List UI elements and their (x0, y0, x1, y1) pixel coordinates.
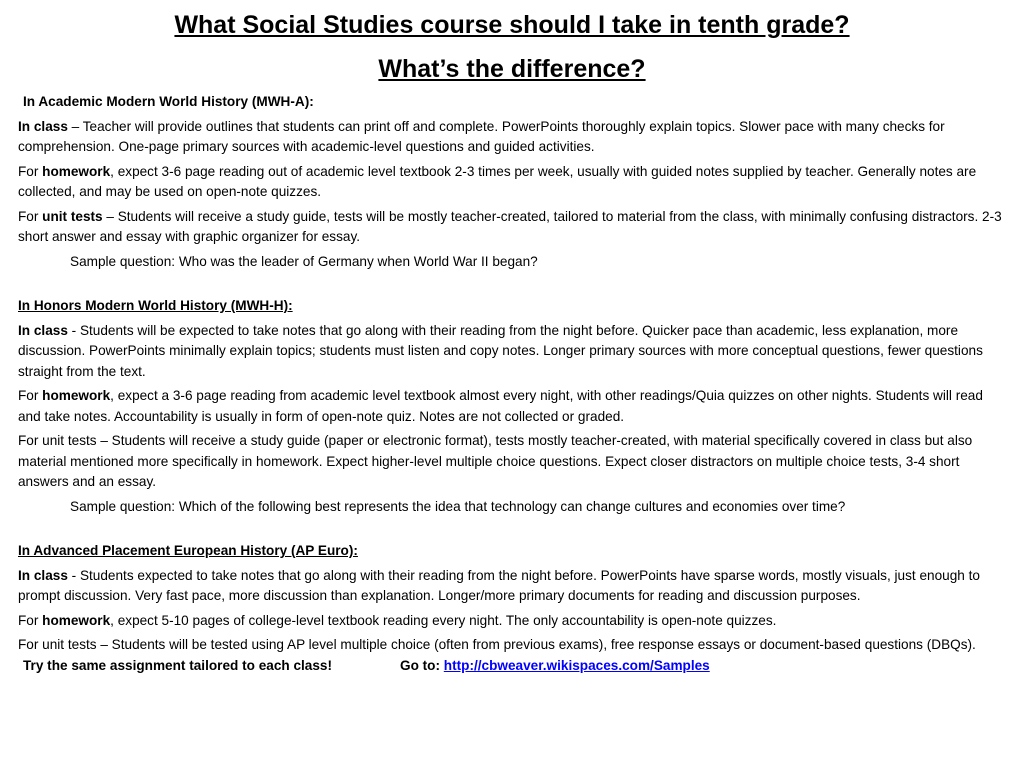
academic-tests-label: unit tests (42, 208, 103, 224)
section-spacer (18, 272, 1008, 292)
honors-sample-question: Sample question: Which of the following best represents the idea that technology can change cultures and economies over time? (70, 498, 846, 514)
ap-tests-paragraph: For unit tests – Students will be tested using AP level multiple choice (often from previous exams), free response essays or document-based questions (DBQs). (18, 637, 976, 652)
academic-tests-paragraph (18, 207, 1008, 248)
honors-class-label: In class (18, 322, 68, 338)
ap-class-label: In class (18, 567, 68, 583)
ap-homework-paragraph (18, 611, 1008, 632)
ap-homework-label: homework (42, 612, 111, 628)
ap-homework-text: , expect 5-10 pages of college-level textbook reading every night. The only accountability is open-note quizzes. (110, 612, 777, 628)
ap-class-paragraph (18, 566, 1008, 607)
honors-heading: In Honors Modern World History (MWH-H): (18, 298, 293, 313)
ap-homework-prefix: For (18, 612, 43, 628)
honors-tests-paragraph: For unit tests – Students will receive a study guide (paper or electronic format), tests mostly teacher-created, with material specifically covered in class but also material mentioned more specifically in homework. Expect higher-level multiple choice questions. Expect closer distractors on multiple choice tests, 3-4 short answers and an essay. (18, 433, 973, 489)
section-spacer (18, 517, 1008, 537)
honors-homework-label: homework (42, 388, 111, 403)
page-subtitle: What’s the difference? (378, 55, 646, 83)
honors-homework-text: , expect a 3-6 page reading from academic level textbook almost every night, with other readings/Quia quizzes on other nights. Students will read and take notes. Accountability is usually in form of open-note quiz. Notes are not collected or graded. (18, 388, 983, 424)
academic-class-paragraph (18, 117, 1008, 158)
goto-label: Go to: (400, 657, 444, 673)
slide-content (18, 92, 1008, 676)
academic-homework-prefix: For (18, 163, 43, 179)
honors-homework-paragraph (18, 386, 1008, 427)
footer-text: Try the same assignment tailored to each class! (23, 657, 332, 673)
goto-group (400, 656, 710, 677)
academic-sample-question: Sample question: Who was the leader of Germany when World War II began? (70, 253, 538, 269)
academic-class-label: In class (18, 118, 68, 134)
academic-homework-label: homework (42, 163, 111, 179)
academic-homework-paragraph (18, 162, 1008, 203)
academic-homework-text: , expect 3-6 page reading out of academic level textbook 2-3 times per week, usually with guided notes supplied by teacher. Generally notes are collected, and may be used on open-note quizzes. (18, 163, 977, 199)
samples-link[interactable]: http://cbweaver.wikispaces.com/Samples (443, 657, 710, 673)
academic-tests-prefix: For (18, 208, 43, 224)
page-title: What Social Studies course should I take in tenth grade? (174, 11, 850, 39)
honors-class-text: - Students will be expected to take notes that go along with their reading from the night before. Quicker pace than academic, less explanation, more discussion. PowerPoints minimally explain topics; students must listen and copy notes. Longer primary sources with more conceptual questions, fewer questions straight from the text. (18, 322, 983, 379)
honors-homework-prefix: For (18, 388, 43, 403)
honors-class-paragraph (18, 321, 1008, 383)
ap-heading: In Advanced Placement European History (AP Euro): (18, 543, 358, 558)
footer-line (18, 656, 1008, 677)
ap-class-text: - Students expected to take notes that go along with their reading from the night before. PowerPoints have sparse words, mostly visuals, just enough to prompt discussion. Very fast pace, more discussion than explanation. Longer/more primary documents for reading and discussion purposes. (18, 567, 980, 603)
academic-class-text: – Teacher will provide outlines that students can print off and complete. PowerPoints thoroughly explain topics. Slower pace with many checks for comprehension. One-page primary sources with academic-level questions and guided activities. (18, 118, 945, 154)
academic-tests-text: – Students will receive a study guide, tests will be mostly teacher-created, tailored to material from the class, with minimally confusing distractors. 2-3 short answer and essay with graphic organizer for essay. (18, 208, 1002, 244)
academic-heading: In Academic Modern World History (MWH-A): (23, 94, 314, 109)
